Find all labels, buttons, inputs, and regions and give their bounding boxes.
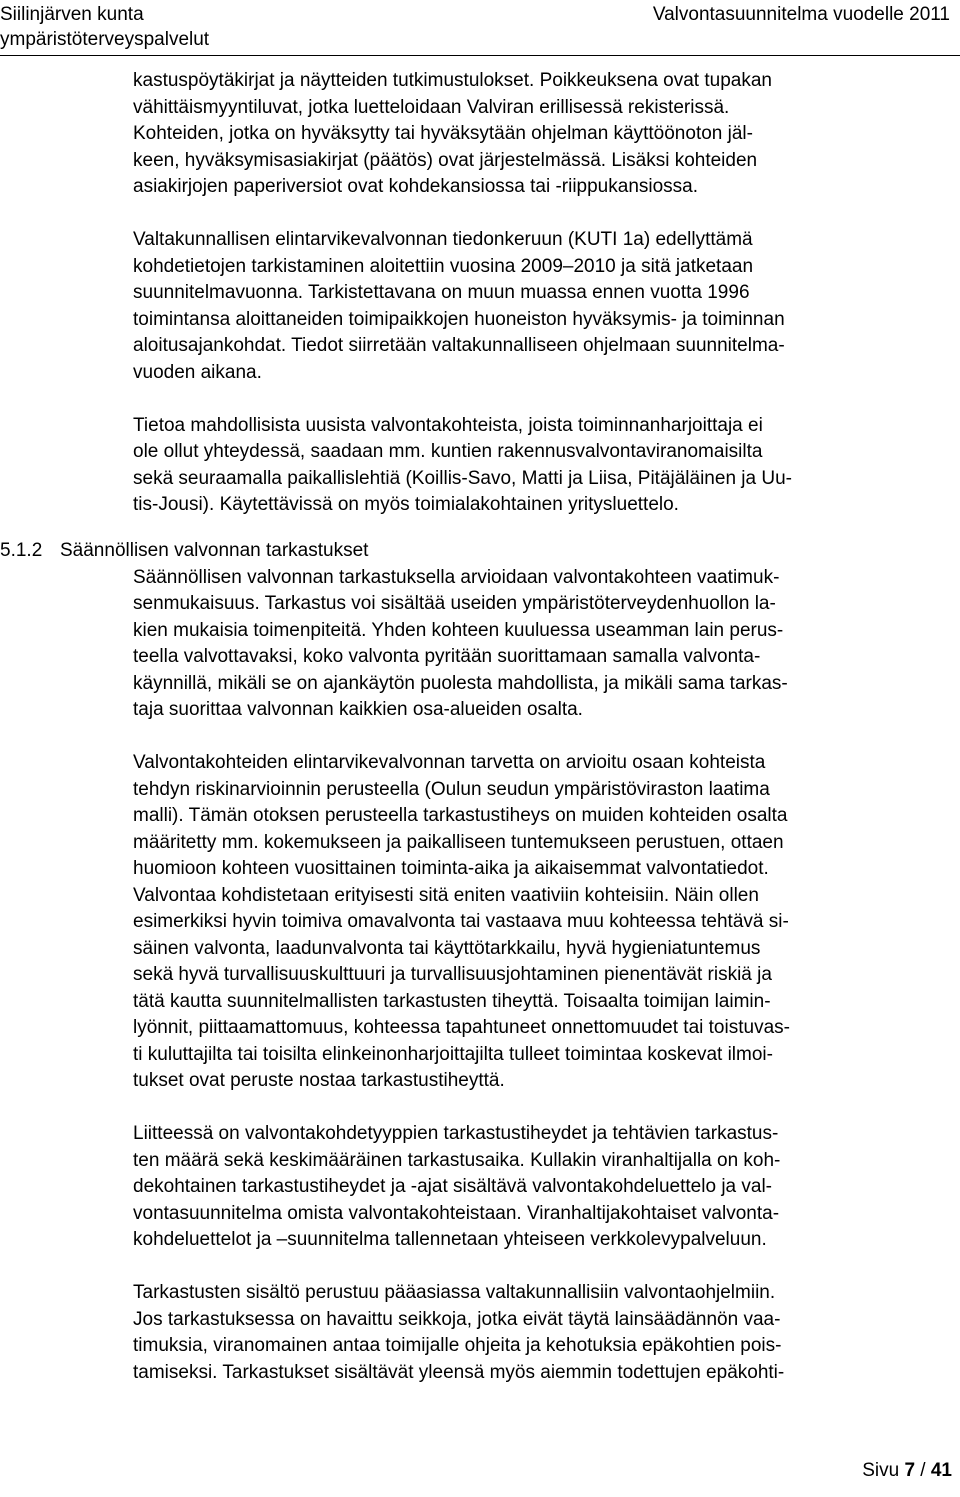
text-line: aloitusajankohdat. Tiedot siirretään valtakunnalliseen ohjelmaan suunnitelma- [133, 335, 785, 356]
text-line: keen, hyväksymisasiakirjat (päätös) ovat järjestelmässä. Lisäksi kohteiden [133, 149, 758, 171]
section-title: Säännöllisen valvonnan tarkastukset [60, 540, 369, 561]
text-line: tamiseksi. Tarkastukset sisältävät yleensä myös aiemmin todettujen epäkohti- [133, 1361, 785, 1383]
text-line: kien mukaisia toimenpiteitä. Yhden kohteen kuuluessa useamman lain perus- [133, 619, 784, 641]
text-line: lyönnit, piittaamattomuus, kohteessa tapahtuneet onnettomuudet tai toistuvas- [133, 1017, 790, 1038]
header-org-line1: Siilinjärven kunta [0, 4, 144, 25]
text-line: Valvontakohteiden elintarvikevalvonnan tarvetta on arvioitu osaan kohteista [133, 752, 766, 773]
text-line: sekä hyvä turvallisuuskulttuuri ja turvallisuusjohtaminen pienentävät riskiä ja [133, 964, 772, 985]
text-line: timuksia, viranomainen antaa toimijalle ohjeita ja kehotuksia epäkohtien pois- [133, 1335, 782, 1356]
text-line: dekohtainen tarkastustiheydet ja -ajat sisältävä valvontakohdeluettelo ja val- [133, 1176, 772, 1197]
text-line: malli). Tämän otoksen perusteella tarkastustiheys on muiden kohteiden osalta [133, 805, 788, 826]
text-line: kohdeluettelot ja –suunnitelma tallennetaan yhteiseen verkkolevypalveluun. [133, 1229, 767, 1250]
text-line: määritetty mm. kokemukseen ja paikalliseen tuntemukseen perustuen, ottaen [133, 831, 784, 853]
text-line: ten määrä sekä keskimääräinen tarkastusaika. Kullakin viranhaltijalla on koh- [133, 1149, 781, 1171]
text-line: Valtakunnallisen elintarvikevalvonnan tiedonkeruun (KUTI 1a) edellyttämä [133, 229, 753, 250]
text-line: Jos tarkastuksessa on havaittu seikkoja, jotka eivät täytä lainsäädännön vaa- [133, 1308, 781, 1330]
text-line: toimintansa aloittaneiden toimipaikkojen huoneiston hyväksymis- ja toiminnan [133, 308, 785, 330]
text-line: ti kuluttajilta tai toisilta elinkeinonharjoittajilta tulleet toimintaa koskevat ilmoi- [133, 1043, 773, 1065]
text-line: tukset ovat peruste nostaa tarkastustiheyttä. [133, 1070, 505, 1091]
text-line: Kohteiden, jotka on hyväksytty tai hyväksytään ohjelman käyttöönoton jäl- [133, 123, 753, 144]
page-footer [862, 1458, 952, 1484]
section-heading [0, 538, 960, 565]
text-line: huomioon kohteen vuosittainen toiminta-aika ja aikaisemmat valvontatiedot. [133, 858, 769, 879]
page-label: Sivu [862, 1460, 900, 1481]
text-line: tätä kautta suunnitelmallisten tarkastusten tiheyttä. Toisaalta toimijan laimin- [133, 990, 771, 1012]
text-line: Säännöllisen valvonnan tarkastuksella arvioidaan valvontakohteen vaatimuk- [133, 566, 780, 588]
page-total: 41 [930, 1460, 952, 1481]
text-line: asiakirjojen paperiversiot ovat kohdekansiossa tai -riippukansiossa. [133, 176, 699, 197]
text-line: ole ollut yhteydessä, saadaan mm. kuntien rakennusvalvontaviranomaisilta [133, 441, 763, 462]
header-org-line2: ympäristöterveyspalvelut [0, 29, 210, 50]
header-organization [0, 2, 209, 52]
page-body [0, 68, 960, 1413]
page-header [0, 0, 960, 56]
text-line: tis-Jousi). Käytettävissä on myös toimialakohtainen yritysluettelo. [133, 494, 679, 515]
text-line: esimerkiksi hyvin toimiva omavalvonta tai vastaava muu kohteessa tehtävä si- [133, 911, 789, 932]
text-line: vuoden aikana. [133, 361, 262, 383]
text-line: sekä seuraamalla paikallislehtiä (Koillis-Savo, Matti ja Liisa, Pitäjäläinen ja Uu- [133, 467, 792, 489]
text-line: käynnillä, mikäli se on ajankäytön puolesta mahdollista, ja mikäli sama tarkas- [133, 672, 788, 694]
text-line: Tietoa mahdollisista uusista valvontakohteista, joista toiminnanharjoittaja ei [133, 414, 763, 436]
text-line: vontasuunnitelma omista valvontakohteistaan. Viranhaltijakohtaiset valvonta- [133, 1202, 780, 1224]
section-number: 5.1.2 [0, 540, 43, 561]
text-line: säinen valvonta, laadunvalvonta tai käyttötarkkailu, hyvä hygieniatuntemus [133, 937, 761, 959]
text-line: suunnitelmavuonna. Tarkistettavana on muun muassa ennen vuotta 1996 [133, 282, 750, 303]
text-line: tehdyn riskinarvioinnin perusteella (Oulun seudun ympäristöviraston laatima [133, 778, 770, 800]
paragraph [0, 413, 960, 519]
paragraph [0, 565, 960, 724]
text-line: Valvontaa kohdistetaan erityisesti sitä eniten vaativiin kohteisiin. Näin ollen [133, 884, 759, 906]
text-line: kastuspöytäkirjat ja näytteiden tutkimustulokset. Poikkeuksena ovat tupakan [133, 70, 772, 91]
paragraph [0, 1280, 960, 1386]
text-line: teella valvottavaksi, koko valvonta pyritään suorittamaan samalla valvonta- [133, 646, 761, 667]
page-current: 7 [904, 1460, 916, 1481]
paragraph [0, 750, 960, 1095]
paragraph [0, 68, 960, 201]
paragraph [0, 1121, 960, 1254]
text-line: kohdetietojen tarkistaminen aloitettiin vuosina 2009–2010 ja sitä jatketaan [133, 255, 754, 277]
text-line: Liitteessä on valvontakohdetyyppien tarkastustiheydet ja tehtävien tarkastus- [133, 1123, 779, 1144]
text-line: Tarkastusten sisältö perustuu pääasiassa valtakunnallisiin valvontaohjelmiin. [133, 1282, 776, 1303]
header-document-title: Valvontasuunnitelma vuodelle 2011 [652, 4, 950, 25]
paragraph [0, 227, 960, 386]
page-separator: / [920, 1460, 926, 1481]
text-line: senmukaisuus. Tarkastus voi sisältää useiden ympäristöterveydenhuollon la- [133, 593, 776, 614]
text-line: vähittäismyyntiluvat, jotka luetteloidaan Valviran erillisessä rekisterissä. [133, 96, 730, 118]
text-line: taja suorittaa valvonnan kaikkien osa-alueiden osalta. [133, 699, 583, 720]
header-divider [0, 55, 960, 56]
